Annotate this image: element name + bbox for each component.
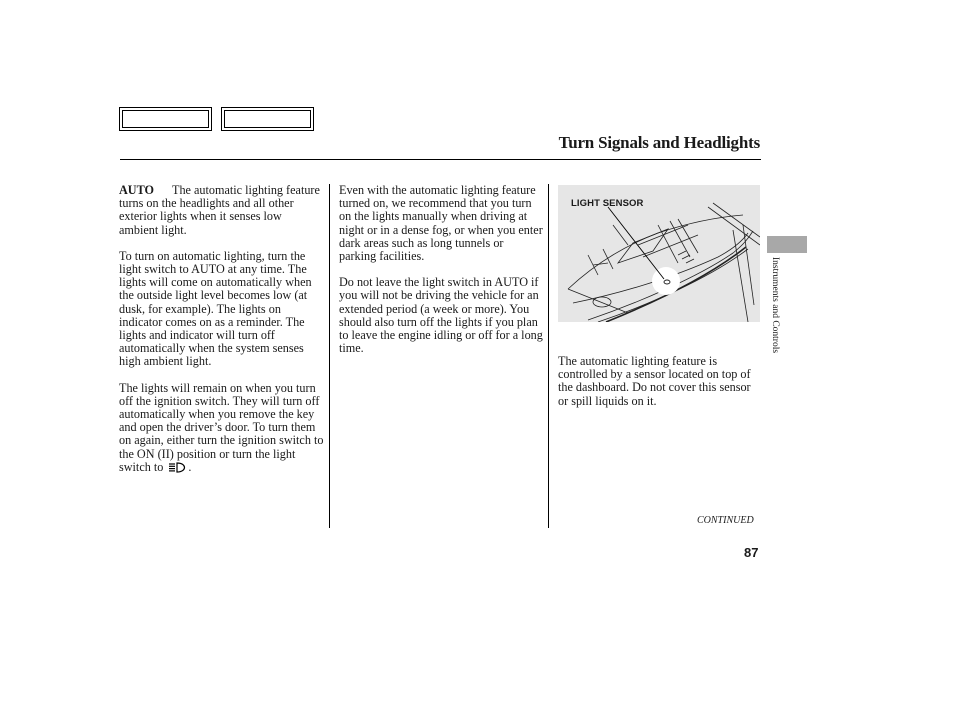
text-column-3 (558, 355, 761, 421)
text-column-2 (339, 184, 543, 368)
paragraph-remain-on (119, 382, 324, 476)
column-divider-1 (329, 184, 330, 528)
section-tab[interactable] (767, 236, 807, 253)
section-label-text: Instruments and Controls (770, 257, 780, 354)
nav-box-1[interactable] (119, 107, 212, 131)
figure-caption: The automatic lighting feature is controlled by a sensor located on top of the dashboard. Do not cover this sensor or spill liquids on it. (558, 354, 751, 408)
paragraph-auto-text: The automatic lighting feature turns on the headlights and all other exterior lights when it senses low ambient light. (119, 183, 320, 237)
continued-label: CONTINUED (697, 515, 754, 526)
paragraph-auto (119, 184, 324, 237)
paragraph-remain-on-end: . (188, 459, 192, 474)
light-sensor-figure (558, 185, 760, 322)
paragraph-remain-on-text: The lights will remain on when you turn off the ignition switch. They will turn off automatically when you remove the key and open the driver’s door. To turn them on again, either turn the ignition switch to the ON (II) position or turn the light switch to (119, 380, 324, 474)
paragraph-turn-on: To turn on automatic lighting, turn the light switch to AUTO at any time. The lights will come on automatically when the outside light level becomes low (at dusk, for example). The lights on indicator comes on as a reminder. The lights and indicator will turn off automatically when the system senses high ambient light. (119, 248, 312, 369)
page-number: 87 (744, 545, 759, 560)
nav-box-2[interactable] (221, 107, 314, 131)
light-sensor-label: LIGHT SENSOR (571, 198, 644, 209)
title-divider (120, 159, 761, 160)
section-label (767, 257, 781, 387)
column-divider-2 (548, 184, 549, 528)
auto-term: AUTO (119, 183, 154, 197)
text-column-1 (119, 184, 324, 489)
headlight-icon (168, 462, 186, 476)
paragraph-recommend: Even with the automatic lighting feature turned on, we recommend that you turn on the lights manually when driving at night or in a dense fog, or when you enter dark areas such as long tunnels or parking facilities. (339, 183, 543, 264)
page-title: Turn Signals and Headlights (558, 133, 760, 152)
paragraph-do-not-leave: Do not leave the light switch in AUTO if you will not be driving the vehicle for an extended period (a week or more). You should also turn off the lights if you plan to leave the engine idling or off for a long time. (339, 275, 543, 356)
